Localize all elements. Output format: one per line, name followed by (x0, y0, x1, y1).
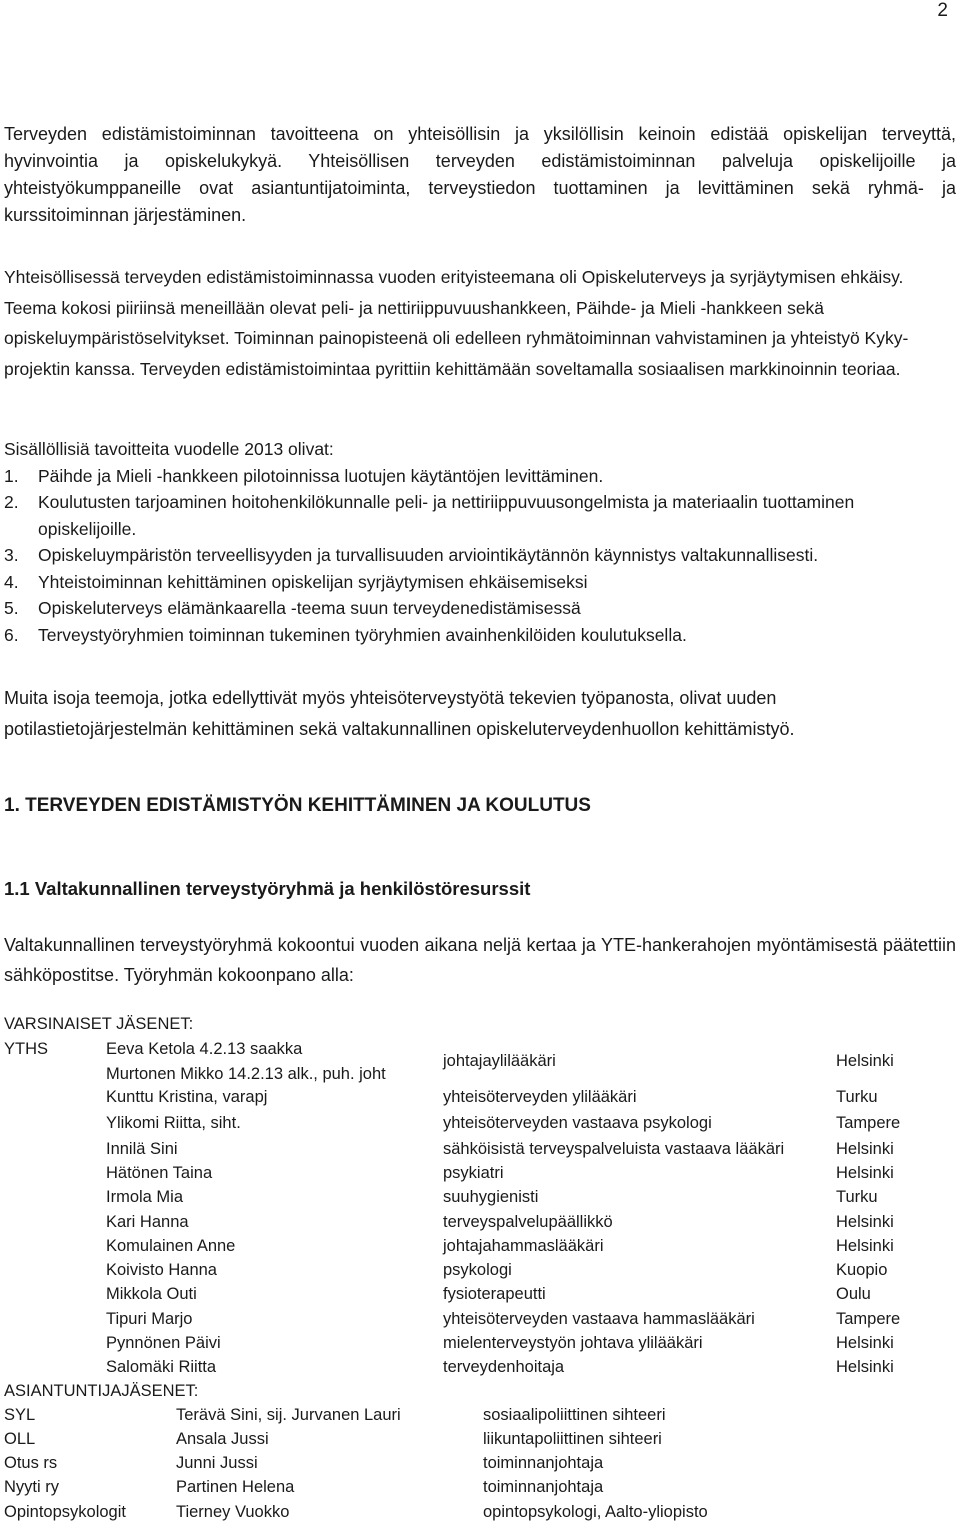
group-paragraph: Valtakunnallinen terveystyöryhmä kokoontui vuoden aikana neljä kertaa ja YTE-hankerahojen myöntämisestä päätettiin sähköpostitse. Työryhmän kokoonpano alla: (4, 935, 956, 985)
member-city: Turku (836, 1188, 878, 1206)
member-name: Tipuri Marjo (106, 1310, 193, 1328)
goal-number: 1. (4, 465, 19, 486)
org-yths: YTHS (4, 1040, 49, 1058)
expert-name: Tierney Vuokko (176, 1503, 290, 1521)
member-role: yhteisöterveyden vastaava psykologi (443, 1114, 712, 1132)
expert-role: liikuntapoliittinen sihteeri (483, 1430, 662, 1448)
goal-item (4, 489, 956, 542)
member-role: fysioterapeutti (443, 1285, 546, 1303)
member-name: Komulainen Anne (106, 1237, 236, 1255)
goal-item (4, 622, 956, 649)
expert-role: toiminnanjohtaja (483, 1478, 604, 1496)
member-city: Helsinki (836, 1052, 894, 1070)
goals-heading: Sisällöllisiä tavoitteita vuodelle 2013 olivat: (4, 439, 334, 459)
expert-name: Junni Jussi (176, 1454, 258, 1472)
goal-number: 5. (4, 598, 19, 618)
goal-item (4, 463, 956, 490)
expert-org: Otus rs (4, 1454, 58, 1472)
expert-name: Ansala Jussi (176, 1430, 269, 1448)
goals-list (4, 436, 956, 648)
goal-text: Yhteistoiminnan kehittäminen opiskelijan syrjäytymisen ehkäisemiseksi (38, 571, 588, 592)
member-name: Innilä Sini (106, 1140, 178, 1158)
member-role: terveyspalvelupäällikkö (443, 1213, 613, 1231)
section-heading: 1. TERVEYDEN EDISTÄMISTYÖN KEHITTÄMINEN JA KOULUTUS (4, 795, 591, 816)
intro-paragraph: Terveyden edistämistoiminnan tavoitteena on yhteisöllisin ja yksilöllisin keinoin edistää opiskelijan terveyttä, hyvinvointia ja opiskelukykyä. Yhteisöllisen terveyden edistämistoiminnan palveluja opiskelijoille ja yhteistyökumppaneille ovat asiantuntijatoiminta, terveystiedon tuottaminen ja levittäminen sekä ryhmä- ja kurssitoiminnan järjestäminen. (4, 124, 956, 225)
expert-role: toiminnanjohtaja (483, 1454, 604, 1472)
other-themes-paragraph: Muita isoja teemoja, jotka edellyttivät myös yhteisöterveystyötä tekevien työpanosta, olivat uuden potilastietojärjestelmän kehittäminen sekä valtakunnallinen opiskeluterveydenhuollon kehittämistyö. (4, 688, 795, 739)
member-role: johtajaylilääkäri (443, 1052, 556, 1070)
member-city: Oulu (836, 1285, 871, 1303)
member-city: Helsinki (836, 1237, 894, 1255)
page-number: 2 (937, 0, 948, 21)
goal-text: Opiskeluterveys elämänkaarella -teema suun terveydenedistämisessä (38, 598, 581, 618)
member-name: Hätönen Taina (106, 1164, 213, 1182)
member-city: Helsinki (836, 1213, 894, 1231)
member-city: Helsinki (836, 1164, 894, 1182)
expert-org: OLL (4, 1430, 36, 1448)
theme-paragraph: Yhteisöllisessä terveyden edistämistoiminnassa vuoden erityisteemana oli Opiskeluterveys ja syrjäytymisen ehkäisy. Teema kokosi piiriinsä meneillään olevat peli- ja nettiriippuvuushankkeen, Päihde- ja Mieli -hankkeen sekä opiskeluympäristöselvitykset. Toiminnan painopisteenä oli edelleen ryhmätoiminnan vahvistaminen ja yhteistyö Kyky-projektin kanssa. Terveyden edistämistoimintaa pyrittiin kehittämään soveltamalla sosiaalisen markkinoinnin teoriaa. (4, 267, 909, 379)
members-label: VARSINAISET JÄSENET: (4, 1015, 194, 1033)
member-role: mielenterveystyön johtava ylilääkäri (443, 1334, 703, 1352)
goal-item (4, 542, 956, 569)
member-city: Tampere (836, 1114, 901, 1132)
member-city: Helsinki (836, 1334, 894, 1352)
member-role: psykiatri (443, 1164, 504, 1182)
expert-role: opintopsykologi, Aalto-yliopisto (483, 1503, 708, 1521)
member-name: Ylikomi Riitta, siht. (106, 1114, 241, 1132)
goal-text: Koulutusten tarjoaminen hoitohenkilökunnalle peli- ja nettiriippuvuusongelmista ja materiaalin tuottaminen opiskelijoille. (38, 492, 855, 539)
expert-name: Partinen Helena (176, 1478, 295, 1496)
goal-text: Terveystyöryhmien toiminnan tukeminen työryhmien avainhenkilöiden koulutuksella. (38, 624, 687, 645)
goal-item (4, 595, 956, 622)
member-name: Kari Hanna (106, 1213, 189, 1231)
member-city: Turku (836, 1088, 878, 1106)
member-city: Tampere (836, 1310, 901, 1328)
member-name: Eeva Ketola 4.2.13 saakka (106, 1040, 303, 1058)
member-name: Koivisto Hanna (106, 1261, 217, 1279)
goal-number: 4. (4, 571, 19, 592)
goal-number: 6. (4, 624, 19, 645)
member-role: johtajahammaslääkäri (443, 1237, 604, 1255)
member-role: psykologi (443, 1261, 512, 1279)
goal-text: Opiskeluympäristön terveellisyyden ja turvallisuuden arviointikäytännön käynnistys valtakunnallisesti. (38, 545, 819, 565)
goal-number: 2. (4, 492, 19, 512)
expert-org: SYL (4, 1406, 36, 1424)
expert-role: sosiaalipoliittinen sihteeri (483, 1406, 666, 1424)
experts-label: ASIANTUNTIJAJÄSENET: (4, 1382, 199, 1400)
member-role: sähköisistä terveyspalveluista vastaava lääkäri (443, 1140, 785, 1158)
member-name: Pynnönen Päivi (106, 1334, 221, 1352)
member-city: Helsinki (836, 1140, 894, 1158)
member-city: Helsinki (836, 1358, 894, 1376)
goal-text: Päihde ja Mieli -hankkeen pilotoinnissa luotujen käytäntöjen levittäminen. (38, 465, 604, 486)
member-role: suuhygienisti (443, 1188, 539, 1206)
expert-org: Opintopsykologit (4, 1503, 126, 1521)
member-name: Irmola Mia (106, 1188, 184, 1206)
member-role: yhteisöterveyden ylilääkäri (443, 1088, 637, 1106)
expert-org: Nyyti ry (4, 1478, 59, 1496)
goal-number: 3. (4, 545, 19, 565)
member-name: Mikkola Outi (106, 1285, 197, 1303)
expert-name: Terävä Sini, sij. Jurvanen Lauri (176, 1406, 401, 1424)
goal-item (4, 569, 956, 596)
member-name: Murtonen Mikko 14.2.13 alk., puh. joht (106, 1065, 386, 1083)
member-city: Kuopio (836, 1261, 888, 1279)
member-role: yhteisöterveyden vastaava hammaslääkäri (443, 1310, 755, 1328)
member-role: terveydenhoitaja (443, 1358, 565, 1376)
subsection-heading: 1.1 Valtakunnallinen terveystyöryhmä ja henkilöstöresurssit (4, 878, 531, 899)
member-name: Kunttu Kristina, varapj (106, 1088, 268, 1106)
member-name: Salomäki Riitta (106, 1358, 217, 1376)
